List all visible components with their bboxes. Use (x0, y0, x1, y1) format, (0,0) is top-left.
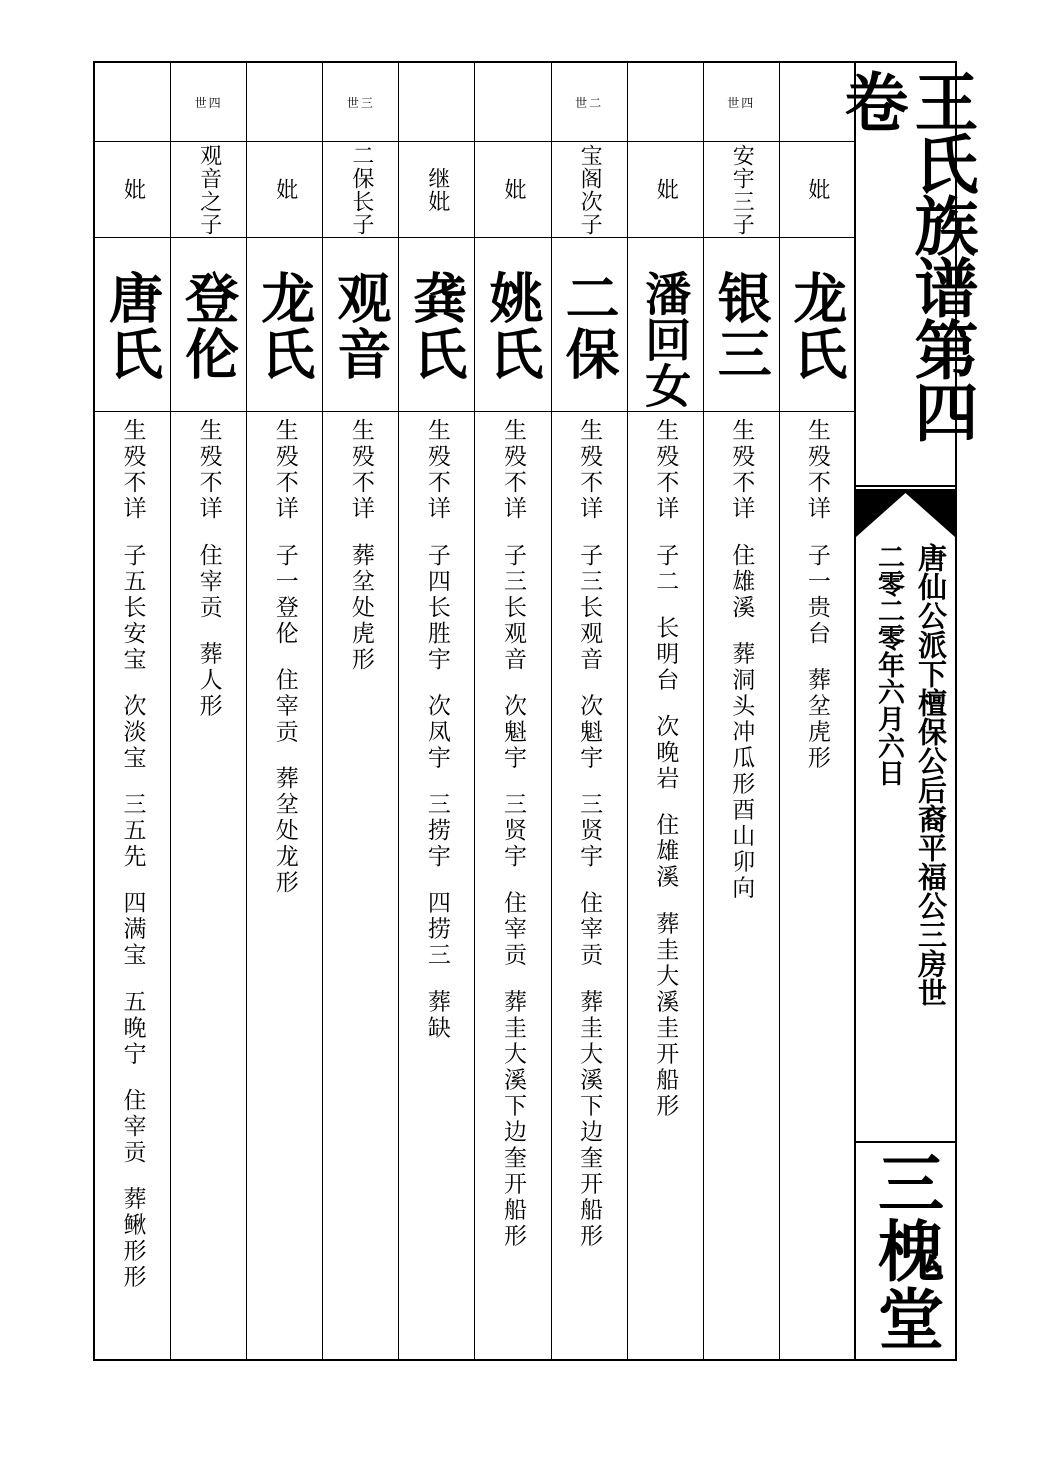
bio-text: 生殁不详 子四长胜宇 次凤宇 三捞宇 四捞三 葬缺 (423, 418, 450, 1042)
relation-label: 妣 (272, 178, 298, 201)
relation-label: 安宇三子 (729, 143, 755, 236)
bio-text: 生殁不详 子一登伦 住宰贡 葬坌处龙形 (271, 418, 298, 896)
person-name: 姚氏 (481, 270, 546, 382)
entry-column (247, 63, 323, 1359)
compile-date: 二零二零年六月六日 (873, 543, 904, 786)
person-name: 观音 (328, 270, 393, 382)
person-name: 龙氏 (784, 270, 849, 382)
generation-label: 世二 (552, 63, 627, 142)
relation-label: 妣 (804, 178, 830, 201)
hall-divider (856, 1141, 955, 1143)
generation-label (247, 63, 322, 142)
entry-column (704, 63, 780, 1359)
entry-column (171, 63, 247, 1359)
relation-label: 妣 (653, 178, 679, 201)
person-name: 龙氏 (252, 270, 317, 382)
genealogy-page (93, 61, 979, 1361)
generation-label: 世四 (704, 63, 779, 142)
generation-label (399, 63, 474, 142)
relation-label: 妣 (501, 178, 527, 201)
generation-label (628, 63, 703, 142)
relation-label: 继妣 (424, 166, 450, 213)
bio-text: 生殁不详 子一贵台 葬坌虎形 (803, 418, 830, 772)
bio-text: 生殁不详 住雄溪 葬洞头冲瓜形酉山卯向 (728, 418, 755, 902)
bio-text: 生殁不详 葬坌处虎形 (347, 418, 374, 673)
entry-column (552, 63, 628, 1359)
bio-text: 生殁不详 子三长观音 次魁宇 三贤宇 住宰贡 葬圭大溪下边奎开船形 (500, 418, 527, 1250)
relation-label: 宝阁次子 (577, 143, 603, 236)
person-name: 银三 (709, 270, 774, 382)
relation-label: 二保长子 (348, 143, 374, 236)
generation-label (95, 63, 170, 142)
entry-column (475, 63, 551, 1359)
lineage-subtitle: 唐仙公派下檀保公后裔平福公三房世 (914, 543, 948, 1007)
bio-text: 生殁不详 子五长安宝 次淡宝 三五先 四满宝 五晚宁 住宰贡 葬鳅形形 (119, 418, 146, 1291)
person-name: 龚氏 (404, 270, 469, 382)
bio-text: 生殁不详 住宰贡 葬人形 (195, 418, 222, 720)
genealogy-columns (95, 63, 856, 1359)
person-name: 潘回女 (638, 270, 693, 408)
chevron-ornament-icon (856, 491, 955, 541)
relation-label: 观音之子 (196, 143, 222, 236)
person-name: 唐氏 (100, 270, 165, 382)
entry-column (95, 63, 171, 1359)
generation-label: 世三 (323, 63, 398, 142)
hall-name: 三槐堂 (866, 1149, 945, 1353)
book-title: 王氏族谱第四卷 (833, 69, 979, 441)
entry-column (628, 63, 704, 1359)
entry-column (399, 63, 475, 1359)
person-name: 登伦 (176, 270, 241, 382)
bio-text: 生殁不详 子三长观音 次魁宇 三贤宇 住宰贡 葬圭大溪下边奎开船形 (576, 418, 603, 1250)
bio-text: 生殁不详 子二 长明台 次晚岩 住雄溪 葬圭大溪圭开船形 (652, 418, 679, 1120)
entry-column (323, 63, 399, 1359)
person-name: 二保 (557, 270, 622, 382)
generation-label (475, 63, 550, 142)
title-banner (833, 63, 979, 1359)
relation-label: 妣 (120, 178, 146, 201)
generation-label: 世四 (171, 63, 246, 142)
